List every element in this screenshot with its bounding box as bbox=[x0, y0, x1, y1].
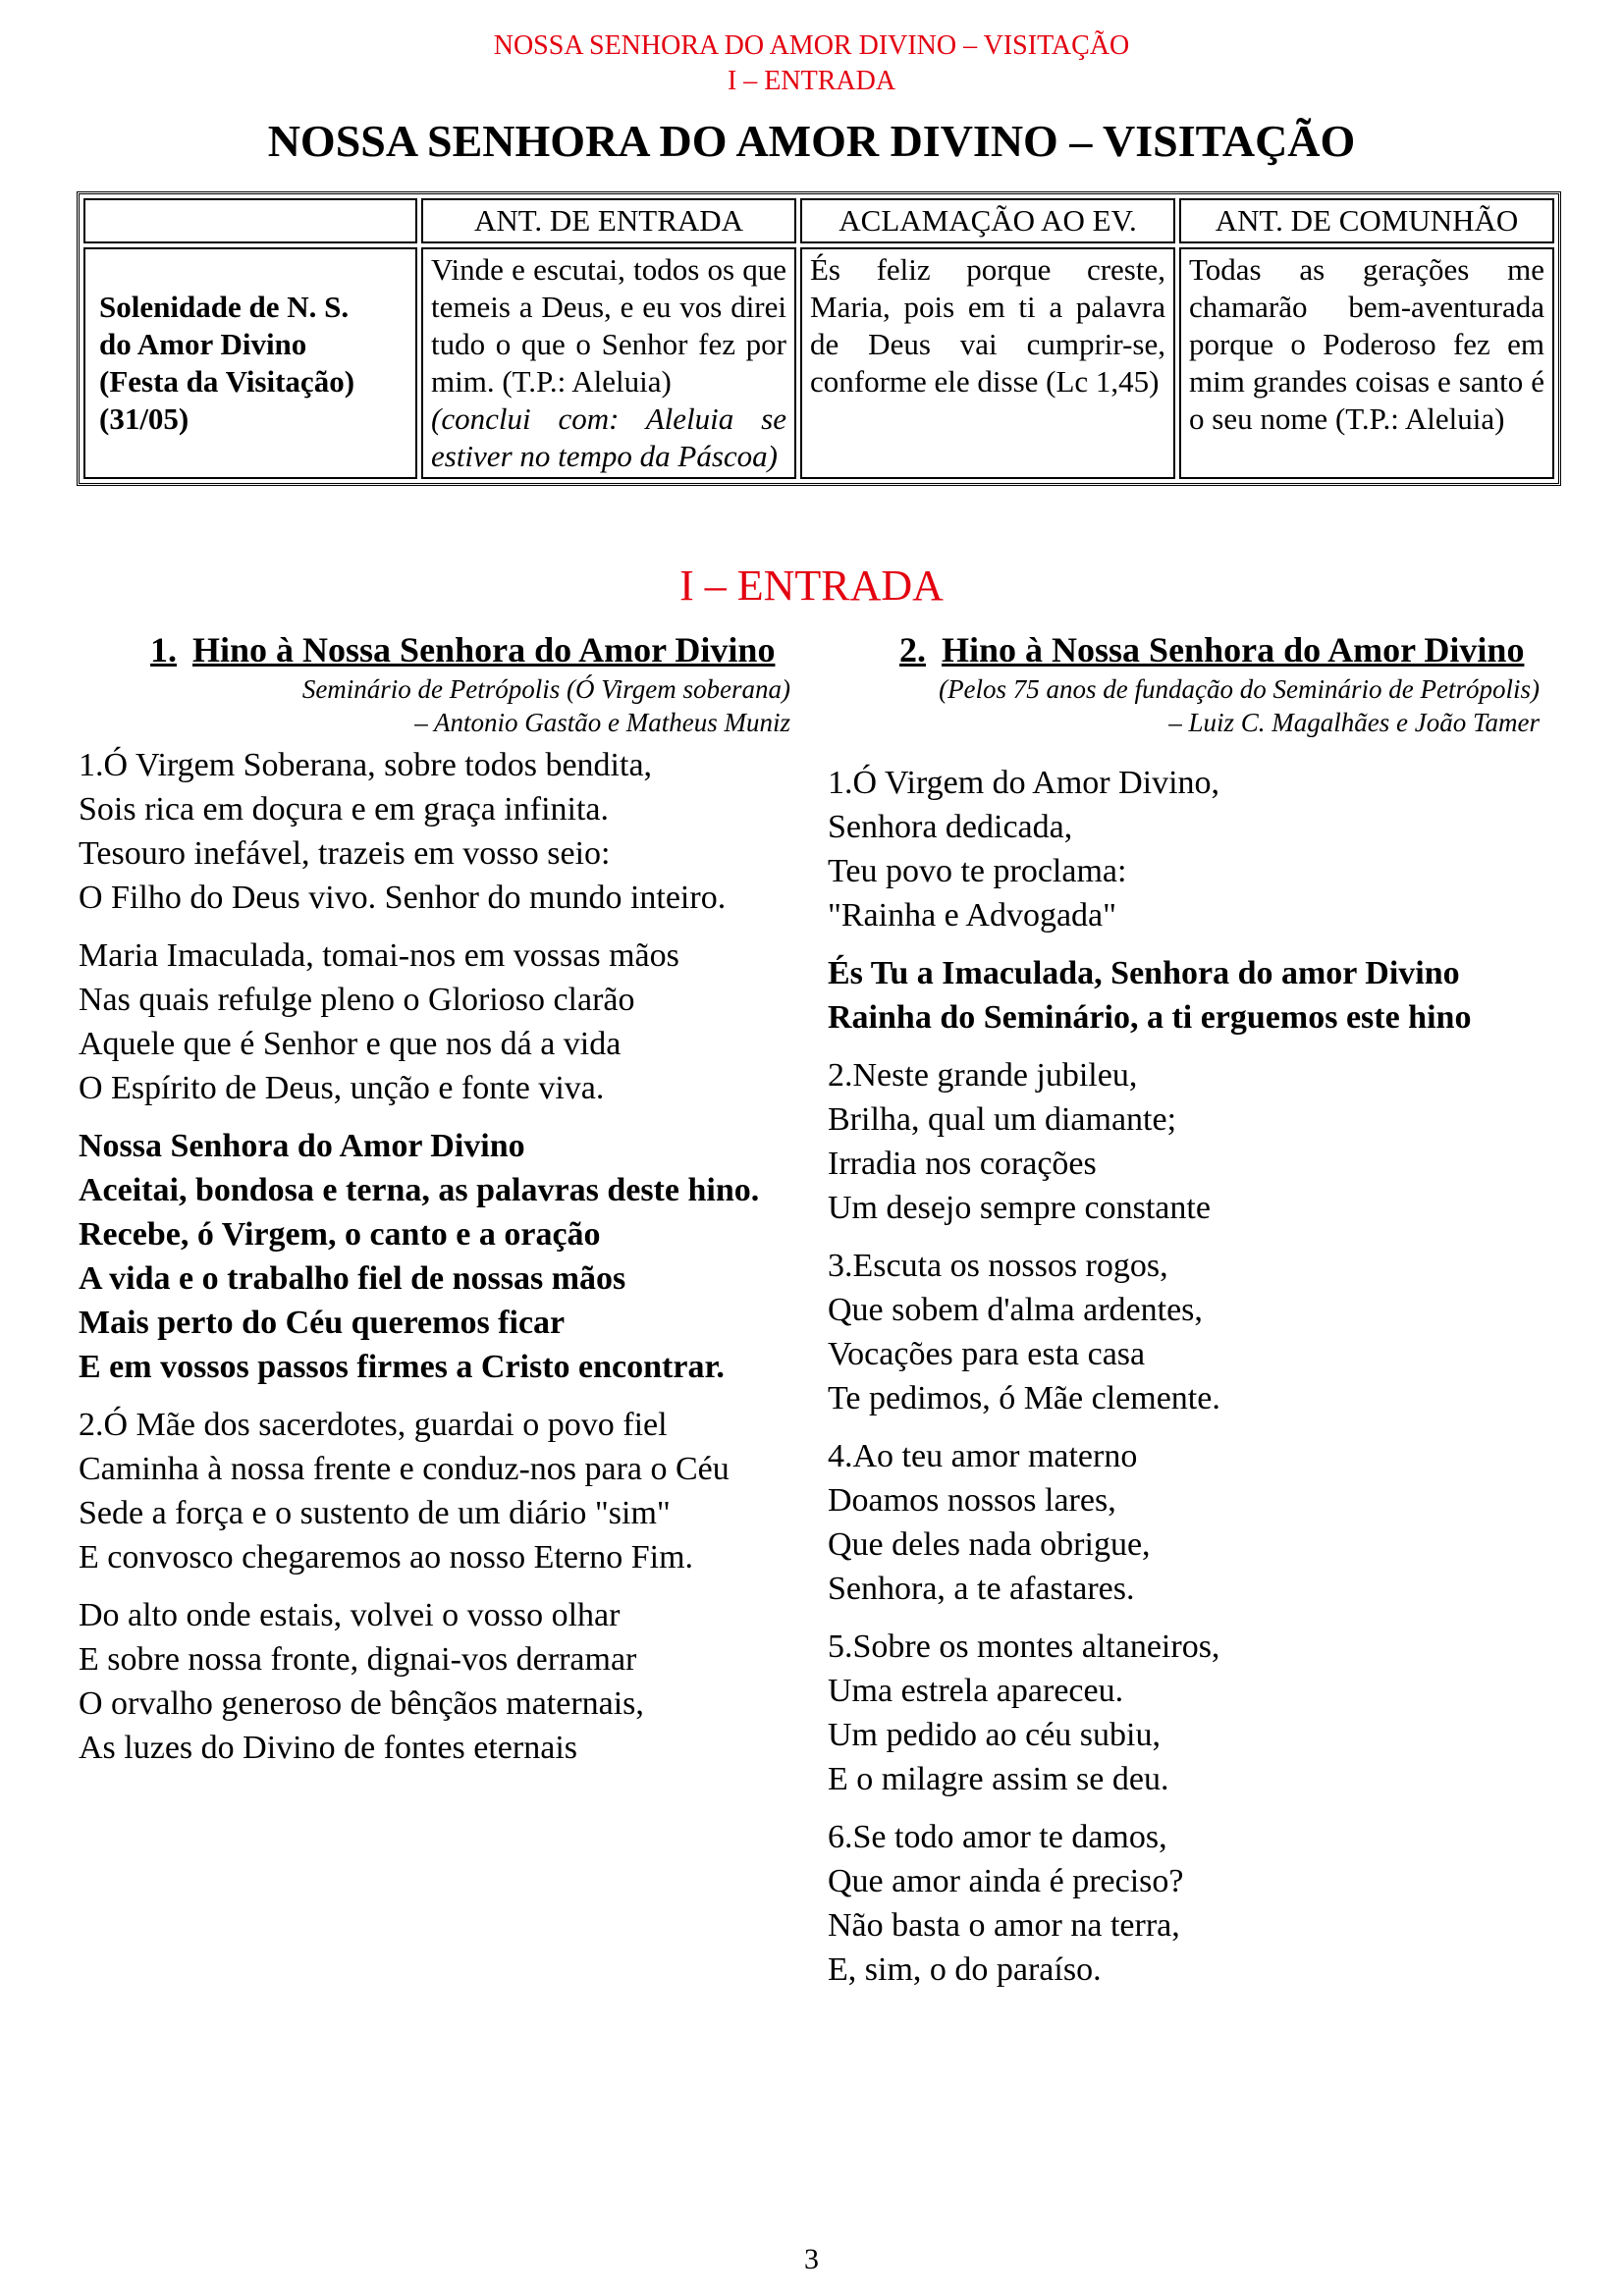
stanza bbox=[828, 1625, 1540, 1801]
stanza bbox=[79, 1403, 790, 1579]
feast-line: do Amor Divino bbox=[99, 327, 307, 361]
running-header-title: NOSSA SENHORA DO AMOR DIVINO – VISITAÇÃO bbox=[493, 30, 1130, 61]
hymn-1-source: Seminário de Petrópolis (Ó Virgem soberana) bbox=[301, 674, 790, 704]
verse-line: Tesouro inefável, trazeis em vosso seio: bbox=[79, 835, 611, 872]
verse-line: Doamos nossos lares, bbox=[828, 1482, 1116, 1519]
hymn-1-column bbox=[79, 628, 790, 1770]
stanza bbox=[79, 1593, 790, 1770]
verse-line: Te pedimos, ó Mãe clemente. bbox=[828, 1380, 1220, 1416]
refrain bbox=[828, 951, 1540, 1040]
verse-line: Vocações para esta casa bbox=[828, 1336, 1146, 1372]
verse-line: E sobre nossa fronte, dignai-vos derramar bbox=[79, 1641, 637, 1678]
table-corner-cell bbox=[83, 198, 417, 243]
verse-line: O orvalho generoso de bênçãos maternais, bbox=[79, 1685, 644, 1722]
verse-line: 1.Ó Virgem Soberana, sobre todos bendita, bbox=[79, 747, 653, 783]
verse-line: E convosco chegaremos ao nosso Eterno Fim. bbox=[79, 1539, 694, 1575]
verse-line: A vida e o trabalho fiel de nossas mãos bbox=[79, 1260, 626, 1297]
hymn-2-heading bbox=[828, 628, 1540, 672]
stanza bbox=[828, 1244, 1540, 1420]
verse-line: Nas quais refulge pleno o Glorioso clarão bbox=[79, 982, 635, 1018]
header-ant-comunhao: ANT. DE COMUNHÃO bbox=[1179, 198, 1554, 243]
page-number: 3 bbox=[804, 2243, 819, 2275]
comunhao-text: Todas as gerações me chamarão bem-aventurada porque o Poderoso fez em mim grandes coisas e santo é o seu nome (T.P.: Aleluia) bbox=[1179, 247, 1554, 479]
feast-line: Solenidade de N. S. bbox=[99, 290, 350, 324]
verse-line: Sede a força e o sustento de um diário "sim" bbox=[79, 1495, 671, 1531]
stanza bbox=[828, 1815, 1540, 1992]
hymn-1-authors: – Antonio Gastão e Matheus Muniz bbox=[414, 708, 790, 737]
verse-line: Uma estrela apareceu. bbox=[828, 1673, 1124, 1709]
verse-line: 3.Escuta os nossos rogos, bbox=[828, 1248, 1168, 1284]
hymn-2-title: Hino à Nossa Senhora do Amor Divino bbox=[942, 630, 1525, 669]
verse-line: "Rainha e Advogada" bbox=[828, 897, 1117, 934]
verse-line: 4.Ao teu amor materno bbox=[828, 1438, 1138, 1474]
verse-line: Não basta o amor na terra, bbox=[828, 1907, 1180, 1944]
verse-line: Teu povo te proclama: bbox=[828, 853, 1127, 889]
stanza bbox=[79, 934, 790, 1110]
hymn-1-title: Hino à Nossa Senhora do Amor Divino bbox=[192, 630, 776, 669]
verse-line: Brilha, qual um diamante; bbox=[828, 1101, 1177, 1138]
verse-line: Senhora dedicada, bbox=[828, 809, 1073, 845]
verse-line: 2.Neste grande jubileu, bbox=[828, 1057, 1138, 1094]
aclamacao-text: És feliz porque creste, Maria, pois em ti a palavra de Deus vai cumprir-se, conforme ele disse (Lc 1,45) bbox=[800, 247, 1175, 479]
verse-line: Que amor ainda é preciso? bbox=[828, 1863, 1184, 1899]
header-ant-entrada: ANT. DE ENTRADA bbox=[421, 198, 796, 243]
hymn-1-stanzas bbox=[79, 743, 790, 1770]
verse-line: 1.Ó Virgem do Amor Divino, bbox=[828, 765, 1220, 801]
verse-line: Que deles nada obrigue, bbox=[828, 1526, 1151, 1563]
verse-line: Maria Imaculada, tomai-nos em vossas mãos bbox=[79, 937, 679, 974]
hymn-2-number: 2. bbox=[899, 630, 926, 669]
section-title: I – ENTRADA bbox=[679, 561, 944, 610]
verse-line: Rainha do Seminário, a ti erguemos este hino bbox=[828, 999, 1472, 1036]
page-title: NOSSA SENHORA DO AMOR DIVINO – VISITAÇÃO bbox=[267, 116, 1356, 166]
feast-line: (Festa da Visitação) bbox=[99, 364, 355, 399]
running-header-section: I – ENTRADA bbox=[727, 66, 896, 96]
verse-line: O Filho do Deus vivo. Senhor do mundo inteiro. bbox=[79, 880, 727, 916]
verse-line: E o milagre assim se deu. bbox=[828, 1761, 1169, 1797]
verse-line: As luzes do Divino de fontes eternais bbox=[79, 1730, 577, 1766]
verse-line: Aquele que é Senhor e que nos dá a vida bbox=[79, 1026, 622, 1062]
verse-line: Senhora, a te afastares. bbox=[828, 1571, 1135, 1607]
liturgy-table bbox=[77, 191, 1561, 486]
stanza bbox=[828, 1053, 1540, 1230]
verse-line: És Tu a Imaculada, Senhora do amor Divino bbox=[828, 955, 1460, 991]
verse-line: Mais perto do Céu queremos ficar bbox=[79, 1305, 566, 1341]
table-header-row bbox=[83, 198, 1554, 243]
feast-cell bbox=[83, 247, 417, 479]
verse-line: Aceitai, bondosa e terna, as palavras deste hino. bbox=[79, 1172, 760, 1208]
verse-line: Caminha à nossa frente e conduz-nos para o Céu bbox=[79, 1451, 730, 1487]
verse-line: Irradia nos corações bbox=[828, 1146, 1097, 1182]
verse-line: O Espírito de Deus, unção e fonte viva. bbox=[79, 1070, 605, 1106]
verse-line: 6.Se todo amor te damos, bbox=[828, 1819, 1167, 1855]
stanza bbox=[828, 1434, 1540, 1611]
hymn-2-authors: – Luiz C. Magalhães e João Tamer bbox=[1168, 708, 1540, 737]
entrada-text: Vinde e escutai, todos os que temeis a Deus, e eu vos direi tudo o que o Senhor fez por mim. (T.P.: Aleluia) bbox=[431, 252, 786, 399]
verse-line: Do alto onde estais, volvei o vosso olhar bbox=[79, 1597, 621, 1633]
hymn-2-stanzas bbox=[828, 761, 1540, 1992]
table-row bbox=[83, 247, 1554, 479]
verse-line: Nossa Senhora do Amor Divino bbox=[79, 1128, 525, 1164]
verse-line: 2.Ó Mãe dos sacerdotes, guardai o povo fiel bbox=[79, 1407, 668, 1443]
hymn-2-column bbox=[828, 628, 1540, 1992]
refrain bbox=[79, 1124, 790, 1389]
verse-line: Um pedido ao céu subiu, bbox=[828, 1717, 1161, 1753]
verse-line: Sois rica em doçura e em graça infinita. bbox=[79, 791, 609, 828]
verse-line: 5.Sobre os montes altaneiros, bbox=[828, 1629, 1220, 1665]
verse-line: Que sobem d'alma ardentes, bbox=[828, 1292, 1203, 1328]
stanza bbox=[79, 743, 790, 920]
hymn-2-source: (Pelos 75 anos de fundação do Seminário de Petrópolis) bbox=[939, 674, 1540, 704]
entrada-note: (conclui com: Aleluia se estiver no tempo da Páscoa) bbox=[431, 401, 786, 473]
hymn-1-heading bbox=[79, 628, 790, 672]
verse-line: E, sim, o do paraíso. bbox=[828, 1951, 1102, 1988]
verse-line: Recebe, ó Virgem, o canto e a oração bbox=[79, 1216, 601, 1253]
entrada-cell bbox=[421, 247, 796, 479]
feast-line: (31/05) bbox=[99, 401, 189, 436]
verse-line: Um desejo sempre constante bbox=[828, 1190, 1211, 1226]
hymn-1-number: 1. bbox=[150, 630, 177, 669]
verse-line: E em vossos passos firmes a Cristo encontrar. bbox=[79, 1349, 725, 1385]
header-aclamacao: ACLAMAÇÃO AO EV. bbox=[800, 198, 1175, 243]
stanza bbox=[828, 761, 1540, 937]
